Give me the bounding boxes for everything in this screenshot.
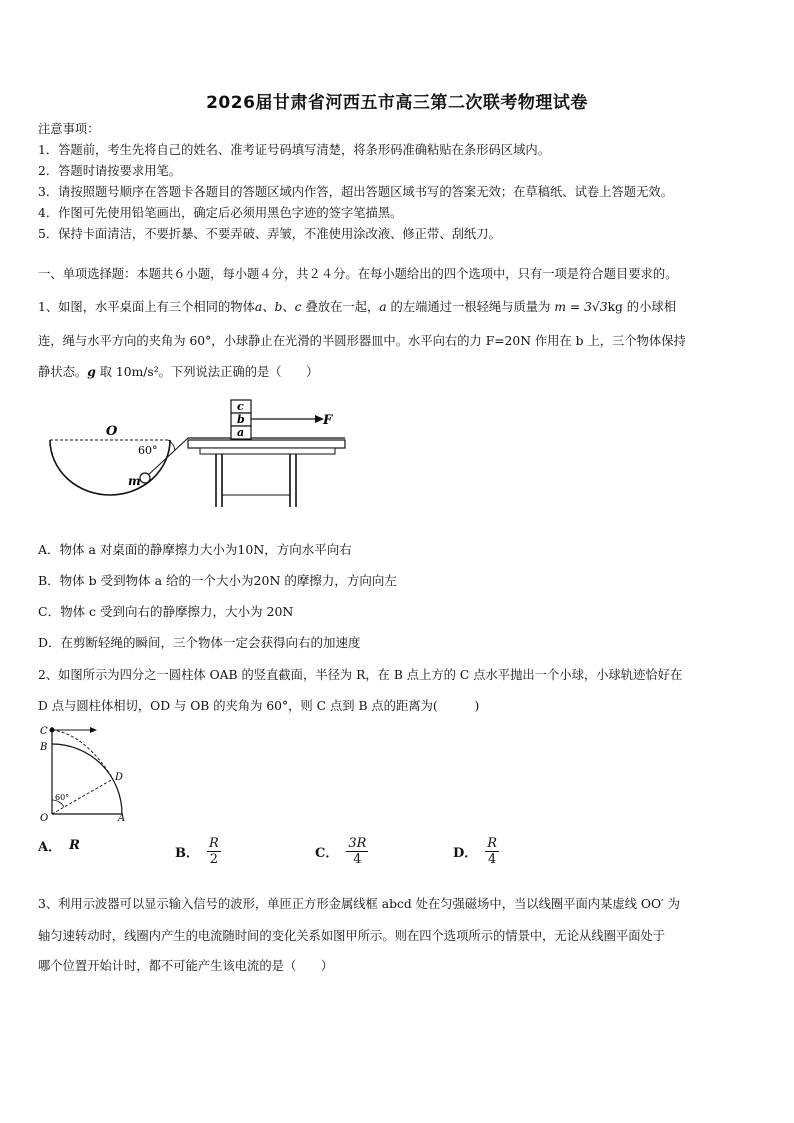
q2-option-d: D． $\frac{R}{4}$	[453, 836, 498, 867]
label-c: c	[237, 400, 244, 413]
q2-option-b: B． $\frac{R}{2}$	[175, 836, 219, 867]
notice-item: 2．答题时请按要求用笔。	[38, 164, 182, 178]
notice-item: 1．答题前，考生先将自己的姓名、准考证号码填写清楚，将条形码准确粘贴在条形码区域内。	[38, 143, 550, 157]
label-f: F	[323, 413, 333, 428]
q2-option-c: C． $\frac{3R}{4}$	[315, 836, 367, 867]
q1-option-b: B．物体 b 受到物体 a 给的一个大小为20N 的摩擦力，方向向左	[38, 573, 397, 588]
mass-expression: m = 3√3	[554, 300, 608, 314]
notice-heading: 注意事项：	[38, 122, 100, 136]
label-angle: 60°	[138, 444, 158, 457]
label-c: C	[40, 726, 48, 737]
notice-item: 4．作图可先使用铅笔画出，确定后必须用黑色字迹的签字笔描黑。	[38, 206, 403, 220]
notice-item: 5．保持卡面清洁，不要折暴、不要弄破、弄皱，不准使用涂改液、修正带、刮纸刀。	[38, 227, 501, 241]
label-o: O	[106, 424, 118, 439]
q1-option-c: C．物体 c 受到向右的静摩擦力，大小为 20N	[38, 604, 294, 619]
label-o: O	[40, 813, 49, 824]
q2-line1: 2、如图所示为四分之一圆柱体 OAB 的竖直截面，半径为 R，在 B 点上方的 C 点水平抛出一个小球，小球轨迹恰好在	[38, 668, 683, 682]
q3-line3: 哪个位置开始计时，都不可能产生该电流的是（ ）	[38, 959, 334, 973]
label-d: D	[115, 772, 124, 783]
label-b: b	[237, 413, 245, 426]
label-b: B	[40, 742, 48, 753]
page-title: 2026届甘肃省河西五市高三第二次联考物理试卷	[206, 93, 588, 113]
label-a: A	[118, 813, 126, 824]
q3-line2: 轴匀速转动时，线圈内产生的电流随时间的变化关系如图甲所示。则在四个选项所示的情景中，无论从线圈平面处于	[38, 929, 666, 943]
section-heading: 一、单项选择题：本题共６小题，每小题４分，共２４分。在每小题给出的四个选项中，只有一项是符合题目要求的。	[38, 267, 678, 281]
q2-line2: D 点与圆柱体相切，OD 与 OB 的夹角为 60°，则 C 点到 B 点的距离为( )	[38, 699, 480, 713]
label-m: m	[128, 474, 141, 488]
q2-figure	[40, 722, 150, 827]
q1-line3: 静状态。g 取 10m/s²。下列说法正确的是（ ）	[38, 364, 319, 379]
q2-option-a: A． R	[38, 838, 80, 855]
q1-option-a: A．物体 a 对桌面的静摩擦力大小为10N，方向水平向右	[38, 542, 352, 557]
q1-line1: 1、如图，水平桌面上有三个相同的物体a、b、c 叠放在一起，a 的左端通过一根轻绳与质量为 m = 3√3kg 的小球相	[38, 300, 676, 314]
notice-item: 3．请按照题号顺序在答题卡各题目的答题区域内作答，超出答题区域书写的答案无效；在草稿纸、试卷上答题无效。	[38, 185, 673, 199]
label-a: a	[237, 426, 245, 439]
label-angle: 60°	[55, 793, 70, 802]
q3-line1: 3、利用示波器可以显示输入信号的波形，单匝正方形金属线框 abcd 处在匀强磁场中，当以线圈平面内某虚线 OO′ 为	[38, 897, 681, 911]
q1-line2: 连，绳与水平方向的夹角为 60°，小球静止在光滑的半圆形器皿中。水平向右的力 F=20N 作用在 b 上，三个物体保持	[38, 334, 686, 348]
q1-figure	[40, 395, 360, 515]
q1-option-d: D．在剪断轻绳的瞬间，三个物体一定会获得向右的加速度	[38, 635, 361, 650]
